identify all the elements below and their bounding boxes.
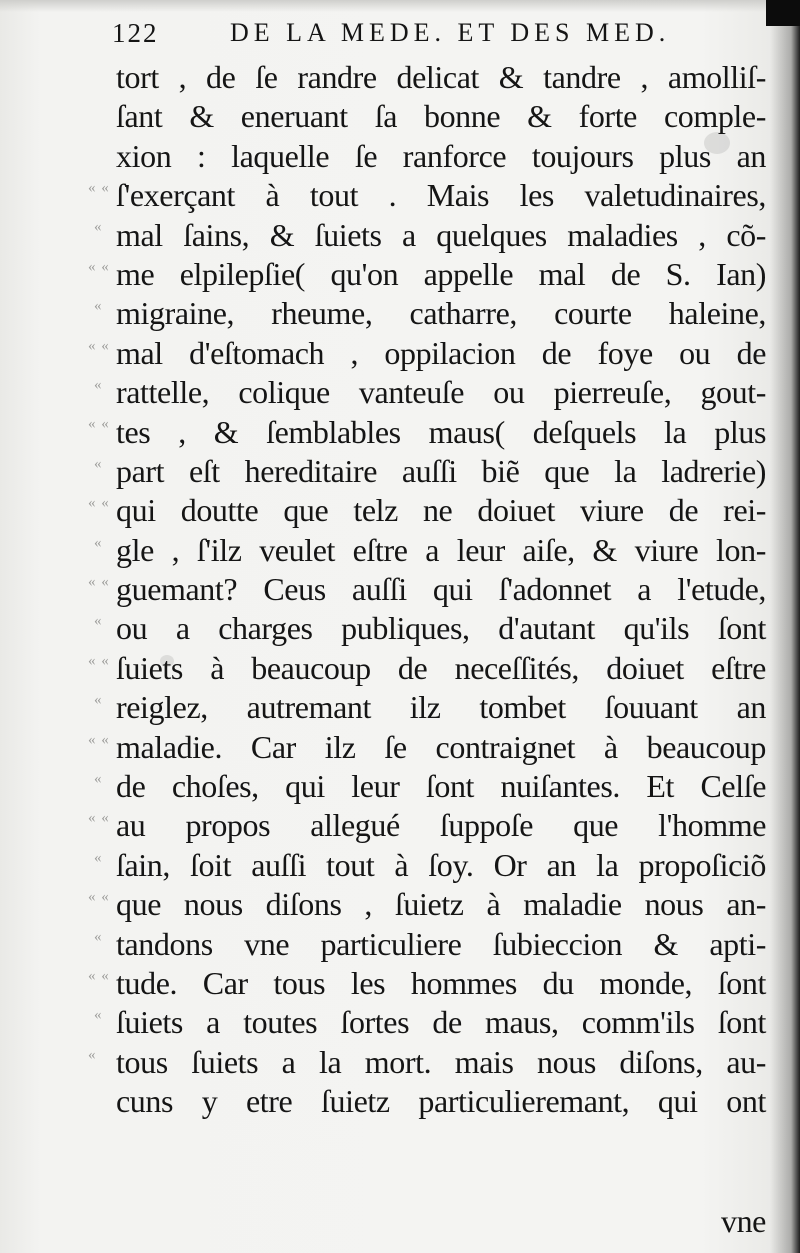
text-line: tude. Car tous les hommes du monde, ſont <box>116 964 766 1001</box>
text-line: rattelle, colique vanteuſe ou pierreuſe, gout- <box>116 374 766 411</box>
margin-quote-mark: « « <box>88 337 110 354</box>
text-line: mal ſains, & ſuiets a quelques maladies , cõ- <box>116 216 766 253</box>
page-right-gutter-shadow <box>770 0 800 1253</box>
margin-quote-mark: « « <box>88 574 110 590</box>
text-line: ſuiets a toutes ſortes de maus, comm'ils ſont <box>116 1004 766 1041</box>
text-line: au propos allegué ſuppoſe que l'homme <box>116 807 766 844</box>
margin-quote-mark: « « <box>88 180 110 196</box>
catchword: vne <box>720 1203 766 1239</box>
text-line: tes , & ſemblables maus( deſquels la plus <box>116 413 766 450</box>
text-line: ſuiets à beaucoup de neceſſités, doiuet eſtre <box>116 649 766 686</box>
text-line: xion : laquelle ſe ranforce toujours plus an <box>116 137 766 174</box>
margin-quote-mark: « « <box>88 889 110 906</box>
body-text <box>116 58 766 1122</box>
margin-quote-mark: « « <box>88 810 110 827</box>
margin-quote-mark: « <box>94 849 103 866</box>
text-line: que nous diſons , ſuietz à maladie nous an- <box>116 886 766 923</box>
page-top-edge <box>0 0 800 12</box>
text-line: cuns y etre ſuietz particulieremant, qui ont <box>116 1083 766 1120</box>
margin-quote-mark: « « <box>88 258 110 275</box>
text-line: tort , de ſe randre delicat & tandre , amolliſ- <box>116 59 766 95</box>
text-line: me elpilepſie( qu'on appelle mal de S. Ian) <box>116 255 766 292</box>
text-line: tandons vne particuliere ſubieccion & apti- <box>116 925 766 962</box>
text-line: ſ'exerçant à tout . Mais les valetudinaires, <box>116 177 766 214</box>
page-header <box>112 18 672 58</box>
margin-quote-marks <box>68 170 118 1170</box>
margin-quote-mark: « « <box>88 731 110 748</box>
text-line: maladie. Car ilz ſe contraignet à beaucoup <box>116 728 766 765</box>
margin-quote-mark: « <box>94 1007 103 1024</box>
text-line: gle , ſ'ilz veulet eſtre a leur aiſe, & viure lon- <box>116 531 766 568</box>
text-line: de choſes, qui leur ſont nuiſantes. Et Celſe <box>116 768 766 805</box>
text-line: ou a charges publiques, d'autant qu'ils ſont <box>116 610 766 647</box>
margin-quote-mark: « « <box>88 495 110 512</box>
text-line: reiglez, autremant ilz tombet ſouuant an <box>116 689 766 726</box>
margin-quote-mark: « <box>94 692 103 709</box>
margin-quote-mark: « <box>94 928 103 945</box>
text-line: ſain, ſoit auſſi tout à ſoy. Or an la propoſiciõ <box>116 846 766 883</box>
page-number: 122 <box>112 18 159 48</box>
text-line: guemant? Ceus auſſi qui ſ'adonnet a l'etude, <box>116 571 766 608</box>
margin-quote-mark: « <box>88 1046 97 1063</box>
margin-quote-mark: « <box>94 377 103 393</box>
text-line: migraine, rheume, catharre, courte haleine, <box>116 295 766 332</box>
margin-quote-mark: « <box>94 771 103 787</box>
margin-quote-mark: « <box>94 613 103 630</box>
margin-quote-mark: « « <box>88 652 110 669</box>
text-line: tous ſuiets a la mort. mais nous diſons, au- <box>116 1043 766 1080</box>
margin-quote-mark: « « <box>88 416 110 433</box>
page-corner-shadow <box>766 0 800 26</box>
margin-quote-mark: « « <box>88 968 110 984</box>
text-line: mal d'eſtomach , oppilacion de foye ou de <box>116 334 766 371</box>
margin-quote-mark: « <box>94 298 103 315</box>
text-line: part eſt hereditaire auſſi biẽ que la ladrerie) <box>116 452 766 489</box>
text-line: ſant & eneruant ſa bonne & forte comple- <box>116 98 766 135</box>
margin-quote-mark: « <box>94 219 103 236</box>
margin-quote-mark: « <box>94 534 103 551</box>
running-head: DE LA MEDE. ET DES MED. <box>230 18 671 47</box>
margin-quote-mark: « <box>94 455 103 472</box>
text-line: qui doutte que telz ne doiuet viure de rei- <box>116 492 766 529</box>
